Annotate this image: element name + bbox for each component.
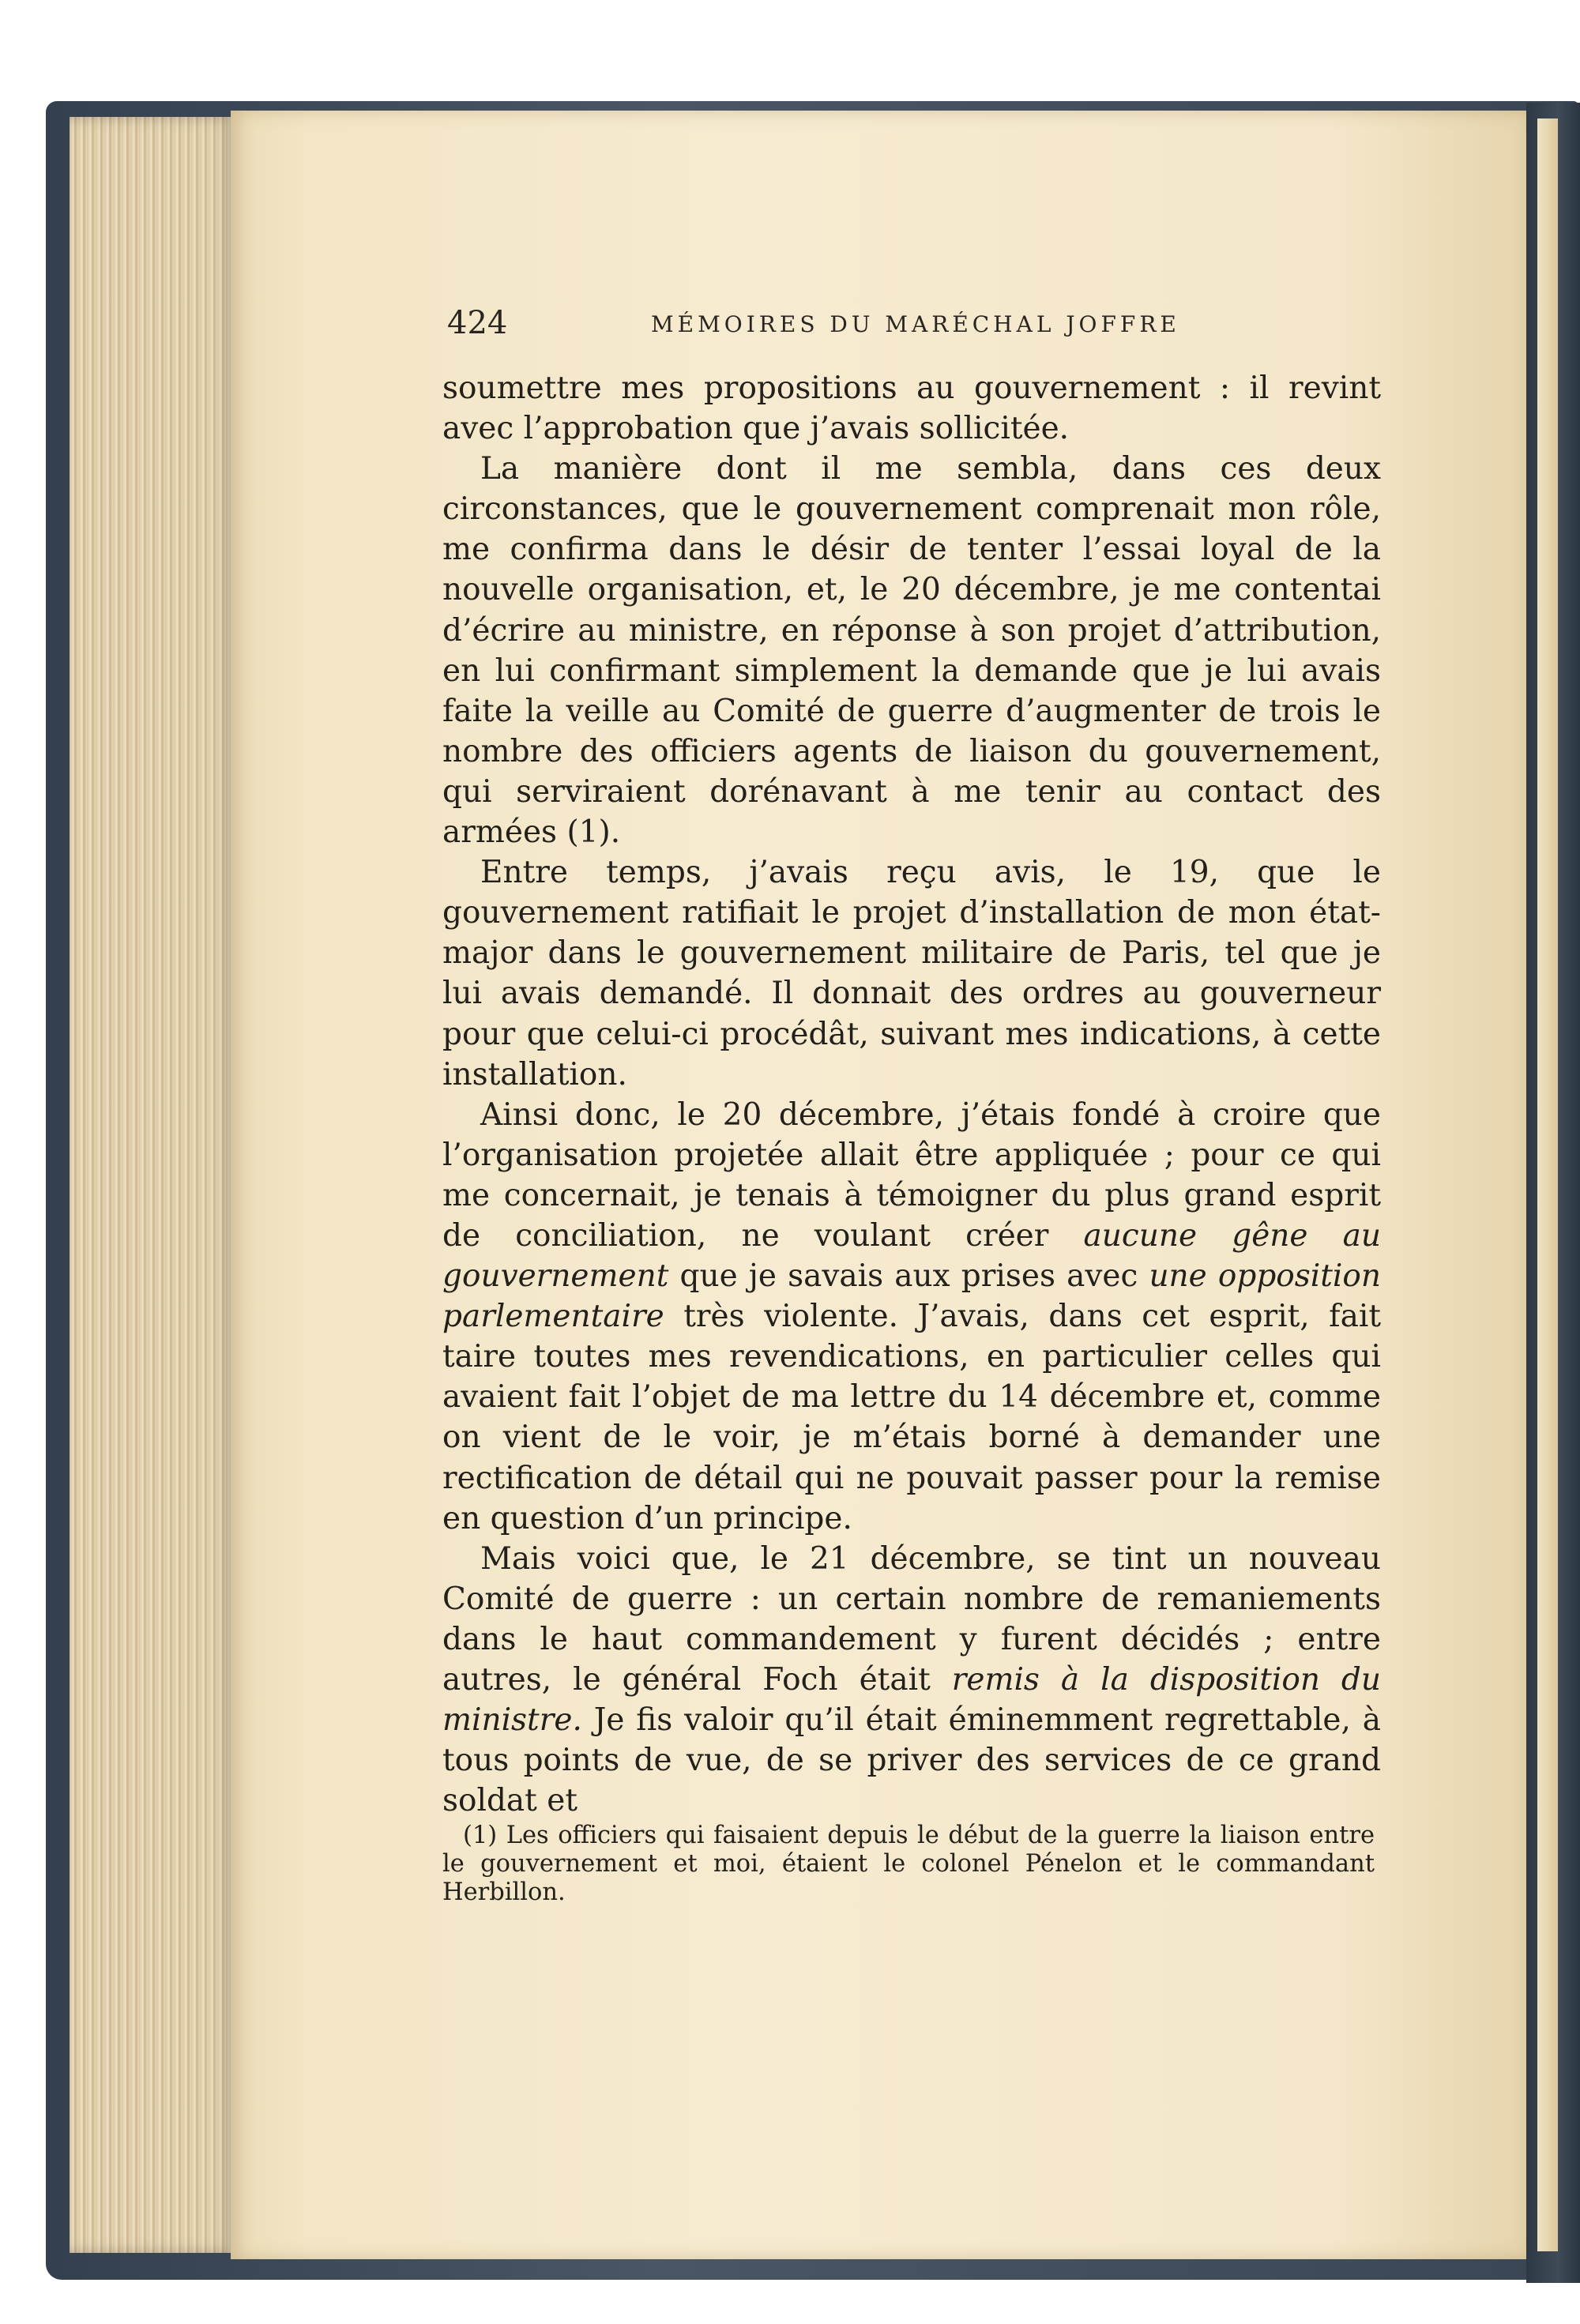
paragraph: Entre temps, j’avais reçu avis, le 19, que le gouvernement ratifiait le projet d’installation de mon état-major dans le gouvernement militaire de Paris, tel que je lui avais demandé. Il donnait des ordres au gouverneur pour que celui-ci procédât, suivant mes indications, à cette installation.: [442, 855, 1381, 1092]
footnote: [442, 1822, 1375, 1907]
paragraph: [442, 1539, 1381, 1822]
page-stack-edge: [70, 117, 235, 2253]
facing-page-sliver: [1537, 118, 1558, 2251]
text-run: Je fis valoir qu’il était éminemment regrettable, à tous points de vue, de se priver des services de ce grand soldat et: [442, 1702, 1381, 1819]
text-run: Ainsi donc, le 20 décembre, j’étais fondé à croire que l’organisation projetée allait être appliquée ; pour ce qui me concernait, je tenais à témoigner du plus grand esprit de conciliation, ne voulant créer: [442, 1096, 1381, 1254]
footnote-text: (1) Les officiers qui faisaient depuis le début de la guerre la liaison entre le gouvernement et moi, étaient le colonel Pénelon et le commandant Herbillon.: [442, 1822, 1375, 1906]
text-run: très violente. J’avais, dans cet esprit, fait taire toutes mes revendications, en particulier celles qui avaient fait l’objet de ma lettre du 14 décembre et, comme on vient de le voir, je m’étais borné à demander une rectification de détail qui ne pouvait passer pour la remise en question d’un principe.: [442, 1299, 1381, 1536]
italic-phrase: remis à la disposition du ministre.: [442, 1662, 1382, 1739]
paragraph: soumettre mes propositions au gouvernement : il revint avec l’approbation que j’avais sollicitée.: [442, 370, 1381, 447]
page-number: 424: [447, 305, 508, 341]
text-run: Mais voici que, le 21 décembre, se tint un nouveau Comité de guerre : un certain nombre de remaniements dans le haut commandement y furent décidés ; entre autres, le général Foch était: [442, 1540, 1381, 1698]
paragraph: La manière dont il me sembla, dans ces deux circonstances, que le gouvernement comprenait mon rôle, me confirma dans le désir de tenter l’essai loyal de la nouvelle organisation, et, le 20 décembre, je me contentai d’écrire au ministre, en réponse à son projet d’attribution, en lui confirmant simplement la demande que je lui avais faite la veille au Comité de guerre d’augmenter de trois le nombre des officiers agents de liaison du gouvernement, qui serviraient dorénavant à me tenir au contact des armées (1).: [442, 451, 1381, 851]
text-run: que je savais aux prises avec: [679, 1258, 1138, 1295]
italic-phrase: aucune gêne au gouvernement: [442, 1217, 1381, 1295]
text-body: [442, 368, 1381, 1821]
paragraph: [442, 1095, 1381, 1539]
running-title: MÉMOIRES DU MARÉCHAL JOFFRE: [651, 311, 1180, 337]
running-head: [447, 305, 1379, 344]
italic-phrase: une opposition parlementaire: [442, 1258, 1382, 1335]
